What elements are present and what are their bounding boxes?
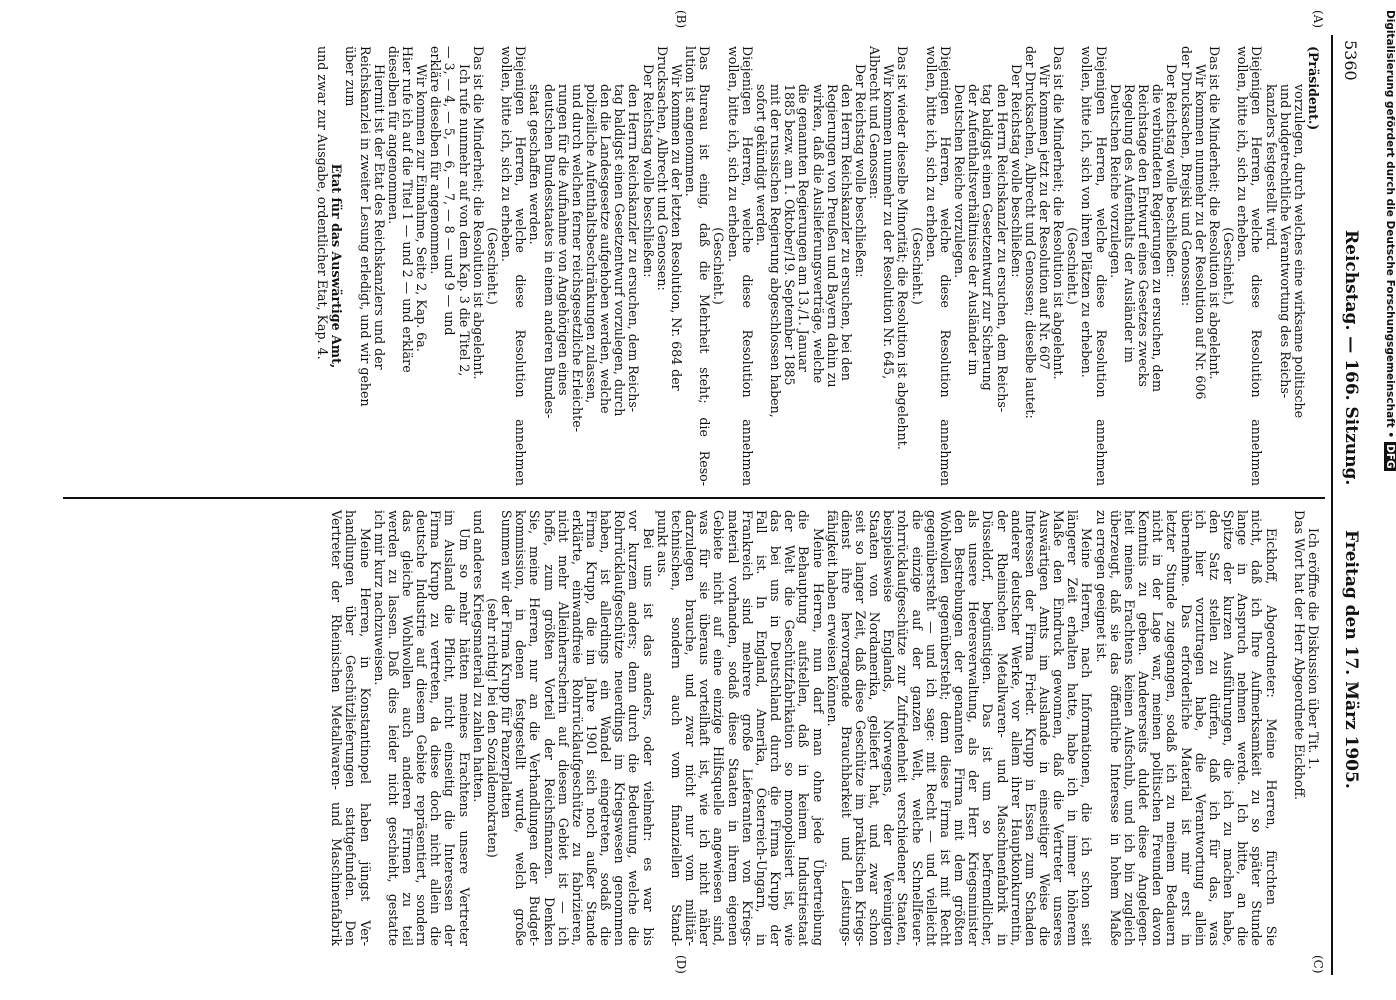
- text-line: erkläre dieselben für angenommen.: [428, 46, 444, 275]
- text-line: technischen, sondern auch vom finanziellen Stand-: [668, 510, 684, 946]
- text-line: lange in Anspruch nehmen werde. Ich bitte, an die: [1235, 510, 1251, 946]
- text-line: wollen, bitte ich, sich zu erheben.: [923, 46, 939, 262]
- text-line: Reichskanzlei in zweiter Lesung erledigt, und wir gehen: [357, 46, 373, 407]
- text-line: Der Reichstag wolle beschließen:: [853, 64, 868, 278]
- text-line: der Aufenthaltsverhältnisse der Ausländer im: [966, 84, 982, 376]
- text-line: den Bestrebungen der genannten Firma mit dem größten: [952, 510, 968, 946]
- text-line: material vorhanden, sodaß diese Staaten in ihrem eigenen: [725, 510, 741, 946]
- text-line: über zum: [343, 46, 359, 107]
- text-line: wollen, bitte ich, sich zu erheben.: [499, 46, 515, 262]
- text-line: heit meines Erachtens keinen Aufschub, und ich bin zugleich: [1121, 510, 1137, 946]
- text-line: kommission, in denen festgestellt wurde, welch große: [513, 510, 529, 946]
- header-rule: [1331, 35, 1333, 975]
- text-line: Etat für das Auswärtige Amt,: [329, 163, 345, 369]
- text-line: (Geschieht.): [1065, 227, 1081, 305]
- text-line: die verbündeten Regierungen zu ersuchen, dem: [1150, 84, 1166, 392]
- text-line: Auswärtigen Amts im Auslande in einseitiger Weise die: [1037, 510, 1053, 946]
- text-line: polizeiliche Aufenthaltsbeschränkungen zulassen,: [584, 84, 600, 404]
- text-line: Staaten von Nordamerika, geliefert hat, und zwar schon: [867, 510, 883, 946]
- text-line: Das ist die Minderheit; die Resolution ist abgelehnt.: [1051, 46, 1067, 380]
- text-line: gegenübersteht — und ich sage: mit Recht — und vielleicht: [923, 510, 939, 946]
- text-line: den Satz stellen zu dürfen, daß ich für das, was: [1206, 510, 1222, 946]
- text-line: Wir kommen zu der letzten Resolution, Nr. 684 der: [668, 64, 684, 391]
- page-number: 5360: [1341, 40, 1360, 81]
- digitization-credit: [1378, 10, 1396, 990]
- text-line: haben, ist allerdings ein Wandel eingetreten, sodaß die: [598, 510, 614, 946]
- text-line: Maße den Eindruck gewonnen, daß die Vertreter unseres: [1051, 510, 1067, 946]
- text-line: — 3, — 4, — 5, — 6, — 7, — 8 — und 9 — und: [442, 46, 458, 336]
- text-line: kanzlers festgestellt wird.: [1263, 84, 1279, 250]
- text-line: werden zu lassen. Daß dies leider nicht geschieht, gestatte: [385, 510, 401, 946]
- text-line: dieselben für angenommen.: [385, 46, 401, 225]
- text-line: anderer deutscher Werke, vor allem ihrer Hauptkonkurrentin,: [1008, 510, 1024, 946]
- text-line: zu erregen geeignet ist.: [1093, 510, 1109, 663]
- text-line: Eickhoff, Abgeordneter: Meine Herren, fürchten Sie: [1263, 528, 1279, 946]
- text-line: Diejenigen Herren, welche diese Resolution annehmen: [1249, 46, 1265, 486]
- text-line: die einzige auf der ganzen Welt, welche Schnellfeuer-: [909, 510, 925, 946]
- text-line: ich mir kurz nachzuweisen.: [371, 510, 387, 686]
- text-line: Diejenigen Herren, welche diese Resolution annehmen: [513, 46, 529, 486]
- text-line: das bei uns in Deutschland durch die Firma Krupp der: [768, 510, 784, 946]
- margin-marker-a: (A): [1311, 10, 1325, 29]
- text-line: Diejenigen Herren, welche diese Resolution annehmen: [739, 46, 755, 486]
- text-line: vor kurzem anders; denn durch die Bedeutung, welche die: [626, 510, 642, 946]
- text-line: Ich rufe nunmehr auf von dem Kap. 3 die Titel 2,: [456, 64, 472, 377]
- text-line: Der Reichstag wolle beschließen:: [640, 64, 656, 278]
- text-line: Das ist wieder dieselbe Minorität; die Resolution ist abgelehnt.: [895, 46, 911, 450]
- text-line: Interessen der Firma Friedr. Krupp in Essen zum Schaden: [1022, 510, 1038, 946]
- text-line: Albrecht und Genossen:: [867, 46, 883, 200]
- text-line: Bei uns ist das anders, oder vielmehr: es war bis: [640, 528, 656, 946]
- text-line: Kenntnis zu geben. Andererseits duldet diese Angelegen-: [1136, 510, 1152, 946]
- text-line: der Drucksachen, Albrecht und Genossen; dieselbe lautet:: [1022, 46, 1038, 419]
- margin-marker-c: (C): [1311, 955, 1325, 974]
- text-line: ich hier vorzutragen habe, die Verantwortung allein: [1192, 510, 1208, 946]
- text-line: übernehme. Das erforderliche Material ist mir erst in: [1178, 510, 1194, 946]
- text-line: dienst ihre hervorragende Brauchbarkeit und Leistungs-: [838, 510, 854, 946]
- text-line: Rohrrücklaufgeschütze neuerdings im Kriegswesen genommen: [612, 510, 628, 946]
- text-line: Deutschen Reiche vorzulegen.: [1107, 84, 1123, 279]
- text-line: nicht mehr Alleinherrscherin auf diesem Gebiet ist — ich: [555, 510, 571, 946]
- text-line: [1278, 510, 1292, 946]
- text-line: seit so langer Zeit, daß diese Geschütze im praktischen Kriegs-: [853, 510, 868, 946]
- text-line: darzulegen brauche, und zwar nicht nur vom militär-: [683, 510, 699, 946]
- text-line: längerer Zeit erhalten hatte, habe ich in immer höherem: [1065, 510, 1081, 946]
- text-line: Gebiete nicht auf eine einzige Hilfsquelle angewiesen sind,: [711, 510, 727, 946]
- text-line: Firma Krupp, die im Jahre 1901 sich noch außer Stande: [584, 510, 600, 946]
- text-line: handlungen über Geschützlieferungen stattgefunden. Den: [343, 510, 359, 946]
- text-line: punkt aus.: [654, 510, 670, 578]
- text-line: Wir kommen zur Einnahme, Seite 2, Kap. 6a.: [414, 64, 430, 352]
- text-line: Ich eröffne die Diskussion über Tit. 1.: [1306, 528, 1321, 770]
- text-line: Regierungen von Preußen und Bayern dahin zu: [824, 84, 840, 388]
- text-line: Deutschen Reiche vorzulegen.: [952, 84, 968, 279]
- text-line: Fall ist. In England, Amerika, Österreich-Ungarn, in: [753, 510, 769, 946]
- column-divider: [63, 497, 1325, 499]
- text-line: den Herrn Reichskanzler zu ersuchen, dem Reichs-: [994, 84, 1010, 413]
- text-line: was für sie überaus vorteilhaft ist, wie ich nicht näher: [697, 510, 713, 946]
- text-line: wollen, bitte ich, sich zu erheben.: [725, 46, 741, 262]
- text-line: Das Bureau ist einig, daß die Mehrheit steht; die Reso-: [697, 46, 713, 486]
- text-line: sofort gekündigt werden.: [753, 84, 769, 246]
- text-line: Spitze der kurzen Ausführungen, die ich zu machen habe,: [1221, 510, 1237, 946]
- text-line: mit der russischen Regierung abgeschlossen haben,: [768, 84, 784, 418]
- text-line: der Welt die Geschützfabrikation so monopolisiert ist, wie: [782, 510, 798, 946]
- text-line: Frankreich sind mehrere große Lieferanten von Kriegs-: [739, 510, 755, 946]
- text-line: der Rheinischen Metallwaren- und Maschinenfabrik in: [994, 510, 1010, 946]
- text-line: deutsche Industrie auf diesem Gebiete repräsentiert, sondern: [414, 510, 430, 946]
- text-line: Summen wir der Firma Krupp für Panzerplatten: [499, 510, 515, 819]
- text-line: beispielsweise Englands, Norwegens, der Vereinigten: [881, 510, 897, 946]
- text-line: Das ist die Minderheit; die Resolution ist abgelehnt.: [1206, 46, 1222, 380]
- text-line: (Präsident.): [1306, 46, 1321, 131]
- text-line: nicht in der Lage war, meinen politischen Freunden davon: [1150, 510, 1166, 946]
- text-line: die genannten Regierungen am 13./1. Januar: [796, 84, 812, 372]
- left-text-column: [315, 46, 1320, 486]
- text-line: wollen, bitte ich, sich von ihren Plätzen zu erheben.: [1079, 46, 1095, 378]
- text-line: Das ist die Minderheit; die Resolution ist abgelehnt.: [470, 46, 486, 380]
- text-line: Hiermit ist der Etat des Reichskanzlers und der: [371, 64, 387, 370]
- text-line: Wohlwollen gegenübersteht; denn diese Firma ist mit Recht: [937, 510, 953, 946]
- text-line: nicht, daß ich Ihre Aufmerksamkeit zu so später Stunde: [1249, 510, 1265, 946]
- text-line: das gleiche Wohlwollen auch anderen Firmen zu teil: [400, 510, 415, 946]
- text-line: vorzulegen, durch welches eine wirksame politische: [1291, 84, 1307, 419]
- text-line: rungen für die Aufnahme von Angehörigen eines: [555, 84, 571, 396]
- dfg-logo: DFG: [1384, 444, 1396, 469]
- text-line: im Ausland die Pflicht, nicht einseitig die Interessen der: [442, 510, 458, 946]
- margin-marker-d: (D): [674, 955, 688, 974]
- text-line: Firma Krupp zu vertreten, da diese doch nicht allein die: [428, 510, 444, 946]
- text-line: den Herrn Reichskanzler zu ersuchen, bei den: [838, 84, 854, 381]
- right-running-head: Freitag den 17. März 1905.: [1341, 530, 1361, 789]
- text-line: tag baldigst einen Gesetzentwurf vorzulegen, durch: [612, 84, 628, 417]
- text-line: überzeugt, daß sie das öffentliche Interesse in hohem Maße: [1107, 510, 1123, 946]
- text-line: (sehr richtig! bei den Sozialdemokraten): [484, 598, 500, 858]
- text-line: fähigkeit haben erweisen können.: [824, 510, 840, 727]
- text-line: hoffe, zum größten Vorteil der Reichsfinanzen. Denken: [541, 510, 557, 946]
- text-line: lution ist angenommen.: [683, 46, 699, 197]
- text-line: tag baldigst einen Gesetzentwurf zur Sicherung: [980, 84, 996, 391]
- text-line: Der Reichstag wolle beschließen:: [1008, 64, 1024, 278]
- text-line: den die Landesgesetze aufgehoben werden, welche: [598, 84, 614, 414]
- text-line: (Geschieht.): [484, 227, 500, 305]
- text-line: Regelung des Aufenthalts der Ausländer im: [1121, 84, 1137, 363]
- text-line: (Geschieht.): [909, 227, 925, 305]
- text-line: Meine Herren, in Konstantinopel haben jüngst Ver-: [357, 528, 373, 946]
- text-line: (Geschieht.): [711, 227, 727, 305]
- right-text-column: [329, 510, 1320, 946]
- text-line: letzter Stunde zugegangen, sodaß ich zu meinem Bedauern: [1164, 510, 1180, 946]
- text-line: Um so mehr hätten meines Erachtens unsere Vertreter: [456, 528, 472, 946]
- text-line: Hier rufe ich auf die Titel 1 — und 2 — und erkläre: [400, 46, 415, 373]
- text-line: Meine Herren, nun darf man ohne jede Übertreibung: [810, 528, 826, 946]
- text-line: Diejenigen Herren, welche diese Resolution annehmen: [1093, 46, 1109, 486]
- text-line: Wir kommen nunmehr zu der Resolution Nr. 645,: [881, 64, 897, 380]
- text-line: die Behauptung aufstellen, daß in keinem Industriestaat: [796, 510, 812, 946]
- text-line: Wir kommen jetzt zu der Resolution auf Nr. 607: [1037, 64, 1053, 370]
- text-line: wirken, daß die Auslieferungsverträge, welche: [810, 84, 826, 384]
- text-line: Meine Herren, nach Informationen, die ich schon seit: [1079, 528, 1095, 946]
- text-line: und budgetrechtliche Verantwortung des Reichs-: [1277, 84, 1293, 399]
- text-line: der Drucksachen, Brejski und Genossen:: [1178, 46, 1194, 307]
- text-line: Düsseldorf, begünstigen. Das ist um so befremdlicher,: [980, 510, 996, 946]
- text-line: wollen, bitte ich, sich zu erheben.: [1235, 46, 1251, 262]
- margin-marker-b: (B): [674, 10, 688, 29]
- credit-text: Digitalisierung gefördert durch die Deutsche Forschungsgemeinschaft •: [1384, 10, 1396, 439]
- text-line: Diejenigen Herren, welche diese Resolution annehmen: [937, 46, 953, 486]
- text-line: und durch welchen ferner reichsgesetzliche Erleichte-: [569, 84, 585, 432]
- text-line: als unsere Heeresverwaltung, als der Herr Kriegsminister: [966, 510, 982, 946]
- text-line: Wir kommen nunmehr zu der Resolution auf Nr. 606: [1192, 64, 1208, 400]
- text-line: Sie, meine Herren, nur an die Verhandlungen der Budget-: [527, 510, 543, 946]
- text-line: Drucksachen, Albrecht und Genossen:: [654, 46, 670, 291]
- text-line: Das Wort hat der Herr Abgeordnete Eickhoff.: [1291, 510, 1307, 801]
- text-line: 1885 bezw. am 1. Oktober/19. September 1885: [782, 84, 798, 386]
- text-line: Der Reichstag wolle beschließen:: [1164, 64, 1180, 278]
- text-line: (Geschieht.): [1221, 227, 1237, 305]
- text-line: und anderes Kriegsmaterial zu zahlen hatten.: [470, 510, 486, 803]
- text-line: deutschen Bundesstaates in einem anderen Bundes-: [541, 84, 557, 419]
- text-line: Reichstage den Entwurf eines Gesetzes zwecks: [1136, 84, 1152, 387]
- text-line: und zwar zur Ausgabe, ordentlicher Etat, Kap. 4.: [315, 46, 331, 360]
- text-line: den Herrn Reichskanzler zu ersuchen, dem Reichs-: [626, 84, 642, 413]
- text-line: staat geschaffen werden.: [527, 84, 543, 245]
- text-line: erklärte, einwandfreie Rohrrücklaufgeschütze zu fabrizieren,: [569, 510, 585, 946]
- text-line: rohrrücklaufgeschütze zur Zufriedenheit verschiedener Staaten,: [895, 510, 911, 946]
- text-line: Vertreter der Rheinischen Metallwaren- und Maschinenfabrik: [329, 510, 345, 946]
- left-running-head: Reichstag. — 166. Sitzung.: [1341, 230, 1361, 486]
